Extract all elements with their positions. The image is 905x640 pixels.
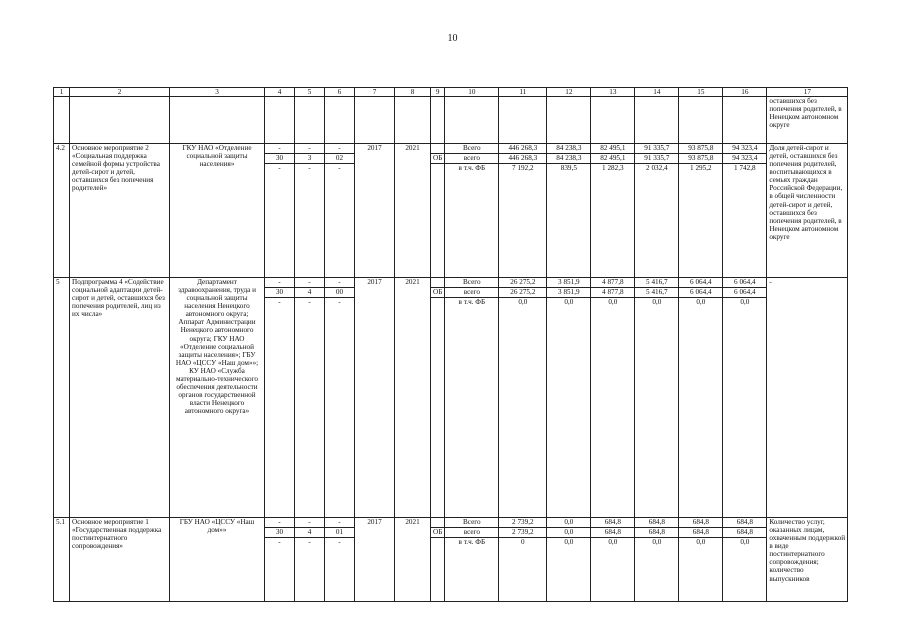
budget-source-line-3 (431, 537, 444, 547)
code-om-line-2: 01 (325, 527, 354, 537)
funding-value-col-14 (635, 144, 679, 278)
code-pp-line-3: - (295, 163, 324, 173)
target-indicator: - (767, 278, 848, 518)
executor: ГБУ НАО «ЦССУ «Наш дом»» (170, 518, 265, 602)
continuation-indicator-text: оставшихся без попечения родителей, в Ненецком автономном округе (767, 97, 848, 144)
funding-value: 4 877,8 (602, 278, 624, 287)
code-om (325, 278, 355, 518)
funding-type-line-3: в т.ч. ФБ (445, 163, 498, 173)
funding-value: 91 335,7 (635, 153, 678, 163)
column-number-4: 4 (265, 88, 295, 97)
table-row (54, 518, 848, 602)
executor: ГКУ НАО «Отделение социальной защиты населения» (170, 144, 265, 278)
budget-source-line-2: ОБ (433, 528, 443, 537)
target-indicator: Доля детей-сирот и детей, оставшихся без попечения родителей, воспитывающихся в семьях граждан Российской Федерации, в общей численности детей-сирот и детей, оставшихся без попечения родителей, в Ненецком автономном округе (767, 144, 848, 278)
funding-value: 0,0 (723, 297, 766, 307)
funding-value: 684,8 (648, 518, 665, 527)
column-number-2: 2 (70, 88, 170, 97)
code-gp-line-2: 30 (265, 287, 294, 297)
code-om-line-2: 02 (325, 153, 354, 163)
funding-value: 6 064,4 (723, 287, 766, 297)
funding-value-col-13 (591, 278, 635, 518)
activity-name: Основное мероприятие 1 «Государственная поддержка постинтернатного сопровождения» (70, 518, 170, 602)
funding-value: 0,0 (679, 297, 722, 307)
funding-value: 6 064,4 (734, 278, 756, 287)
code-pp-line-3: - (295, 537, 324, 547)
funding-type-line-2: всего (445, 153, 498, 163)
activity-name: Основное мероприятие 2 «Социальная поддержка семейной формы устройства детей-сирот и детей, оставшихся без попечения родителей» (70, 144, 170, 278)
column-number-6: 6 (325, 88, 355, 97)
code-gp-line-3: - (265, 163, 294, 173)
code-om-line-1: - (338, 518, 341, 527)
funding-value: 6 064,4 (690, 278, 712, 287)
program-table (53, 87, 848, 602)
funding-type-line-3: в т.ч. ФБ (445, 297, 498, 307)
code-pp-line-2: 4 (295, 287, 324, 297)
funding-value: 684,8 (604, 518, 621, 527)
funding-value: 0,0 (591, 537, 634, 547)
funding-value: 0,0 (564, 518, 574, 527)
funding-type (445, 518, 499, 602)
row-number: 5.1 (54, 518, 70, 602)
activity-name: Подпрограмма 4 «Содействие социальной адаптации детей-сирот и детей, оставшихся без попечения родителей, лиц из их числа» (70, 278, 170, 518)
funding-value: 0,0 (547, 297, 590, 307)
funding-value: 2 032,4 (635, 163, 678, 173)
column-number-1: 1 (54, 88, 70, 97)
funding-value-col-11 (499, 278, 547, 518)
column-number-9: 9 (431, 88, 445, 97)
code-gp-line-3: - (265, 537, 294, 547)
funding-value-col-16 (723, 278, 767, 518)
budget-source (431, 144, 445, 278)
funding-value: 839,5 (547, 163, 590, 173)
funding-value: 7 192,2 (499, 163, 546, 173)
code-gp-line-3: - (265, 297, 294, 307)
row-number: 4.2 (54, 144, 70, 278)
funding-value: 684,8 (736, 518, 753, 527)
target-indicator: Количество услуг, оказанных лицам, охваченным поддержкой в виде постинтернатного сопровождения; количество выпускников (767, 518, 848, 602)
code-pp-line-1: - (308, 518, 311, 527)
column-number-17: 17 (767, 88, 848, 97)
funding-value-col-15 (679, 518, 723, 602)
funding-value-col-14 (635, 278, 679, 518)
funding-value: 0,0 (635, 537, 678, 547)
funding-value: 84 238,3 (547, 153, 590, 163)
code-om-line-1: - (338, 278, 341, 287)
funding-value-col-16 (723, 144, 767, 278)
code-gp (265, 144, 295, 278)
funding-value: 684,8 (635, 527, 678, 537)
code-gp-line-2: 30 (265, 153, 294, 163)
budget-source-line-1 (431, 278, 444, 287)
year-end: 2021 (395, 518, 431, 602)
funding-value: 446 268,3 (508, 144, 538, 153)
funding-value: 6 064,4 (679, 287, 722, 297)
funding-value: 0,0 (635, 297, 678, 307)
funding-value: 3 851,9 (547, 287, 590, 297)
column-number-16: 16 (723, 88, 767, 97)
funding-value: 684,8 (679, 527, 722, 537)
code-om-line-3: - (325, 537, 354, 547)
funding-value: 82 495,1 (591, 153, 634, 163)
funding-value: 94 323,4 (723, 153, 766, 163)
funding-value: 94 323,4 (732, 144, 758, 153)
funding-value: 2 739,2 (512, 518, 534, 527)
column-number-12: 12 (547, 88, 591, 97)
funding-value: 684,8 (591, 527, 634, 537)
year-end: 2021 (395, 144, 431, 278)
budget-source-line-3 (431, 163, 444, 173)
code-pp (295, 144, 325, 278)
funding-value: 0,0 (723, 537, 766, 547)
funding-type-line-2: всего (445, 527, 498, 537)
code-om-line-3: - (325, 163, 354, 173)
funding-value-col-11 (499, 144, 547, 278)
funding-value: 0,0 (499, 297, 546, 307)
funding-value-col-13 (591, 518, 635, 602)
funding-type (445, 144, 499, 278)
funding-value-col-12 (547, 278, 591, 518)
funding-value-col-15 (679, 144, 723, 278)
column-number-10: 10 (445, 88, 499, 97)
code-gp-line-1: - (278, 144, 281, 153)
funding-value: 91 335,7 (644, 144, 670, 153)
budget-source-line-1 (431, 518, 444, 527)
code-om-line-3: - (325, 297, 354, 307)
funding-value: 4 877,8 (591, 287, 634, 297)
funding-value: 446 268,3 (499, 153, 546, 163)
funding-value: 2 739,2 (499, 527, 546, 537)
funding-value: 0,0 (547, 537, 590, 547)
table-row (54, 278, 848, 518)
executor: Департамент здравоохранения, труда и социальной защиты населения Ненецкого автономного округа; Аппарат Администрации Ненецкого автономного округа; ГКУ НАО «Отделение социальной защиты населения»; ГБУ НАО «ЦССУ «Наш дом»»; КУ НАО «Служба материально-технического обеспечения деятельности органов государственной власти Ненецкого автономного округа» (170, 278, 265, 518)
code-pp-line-1: - (308, 144, 311, 153)
budget-source (431, 518, 445, 602)
year-start: 2017 (355, 144, 395, 278)
page-number: 10 (447, 33, 458, 44)
column-number-15: 15 (679, 88, 723, 97)
funding-value: 26 275,2 (499, 287, 546, 297)
funding-value: 84 238,3 (556, 144, 582, 153)
budget-source-line-2: ОБ (433, 288, 443, 297)
budget-source (431, 278, 445, 518)
funding-value-col-13 (591, 144, 635, 278)
funding-value: 0,0 (591, 297, 634, 307)
column-number-13: 13 (591, 88, 635, 97)
funding-value-col-14 (635, 518, 679, 602)
funding-value: 5 416,7 (646, 278, 668, 287)
funding-value: 3 851,9 (558, 278, 580, 287)
year-end: 2021 (395, 278, 431, 518)
funding-value-col-16 (723, 518, 767, 602)
funding-value: 1 282,3 (591, 163, 634, 173)
funding-value-col-11 (499, 518, 547, 602)
year-start: 2017 (355, 278, 395, 518)
code-gp-line-1: - (278, 278, 281, 287)
code-om-line-1: - (338, 144, 341, 153)
column-number-14: 14 (635, 88, 679, 97)
funding-value: 1 295,2 (679, 163, 722, 173)
code-pp-line-2: 4 (295, 527, 324, 537)
code-om (325, 144, 355, 278)
funding-value: 5 416,7 (635, 287, 678, 297)
funding-value-col-12 (547, 144, 591, 278)
budget-source-line-1 (431, 144, 444, 153)
table-row (54, 144, 848, 278)
column-number-11: 11 (499, 88, 547, 97)
funding-type-line-1: Всего (463, 144, 481, 153)
code-gp-line-2: 30 (265, 527, 294, 537)
row-number: 5 (54, 278, 70, 518)
funding-value: 0,0 (547, 527, 590, 537)
code-pp (295, 278, 325, 518)
funding-value: 684,8 (723, 527, 766, 537)
code-gp (265, 278, 295, 518)
column-numbers-row (54, 88, 848, 97)
funding-value: 82 495,1 (600, 144, 626, 153)
code-pp-line-1: - (308, 278, 311, 287)
funding-type-line-1: Всего (463, 518, 481, 527)
code-pp-line-3: - (295, 297, 324, 307)
funding-value-col-12 (547, 518, 591, 602)
budget-source-line-2: ОБ (433, 154, 443, 163)
code-om (325, 518, 355, 602)
funding-value: 1 742,8 (723, 163, 766, 173)
funding-value: 93 875,8 (679, 153, 722, 163)
funding-value: 93 875,8 (688, 144, 714, 153)
continuation-row (54, 97, 848, 144)
funding-type-line-1: Всего (463, 278, 481, 287)
code-pp (295, 518, 325, 602)
funding-value: 0,0 (679, 537, 722, 547)
column-number-3: 3 (170, 88, 265, 97)
code-gp-line-1: - (278, 518, 281, 527)
column-number-7: 7 (355, 88, 395, 97)
budget-source-line-3 (431, 297, 444, 307)
code-gp (265, 518, 295, 602)
funding-value: 0 (499, 537, 546, 547)
funding-type (445, 278, 499, 518)
funding-value-col-15 (679, 278, 723, 518)
funding-type-line-3: в т.ч. ФБ (445, 537, 498, 547)
funding-type-line-2: всего (445, 287, 498, 297)
column-number-8: 8 (395, 88, 431, 97)
year-start: 2017 (355, 518, 395, 602)
column-number-5: 5 (295, 88, 325, 97)
funding-value: 26 275,2 (510, 278, 536, 287)
code-om-line-2: 00 (325, 287, 354, 297)
code-pp-line-2: 3 (295, 153, 324, 163)
funding-value: 684,8 (692, 518, 709, 527)
